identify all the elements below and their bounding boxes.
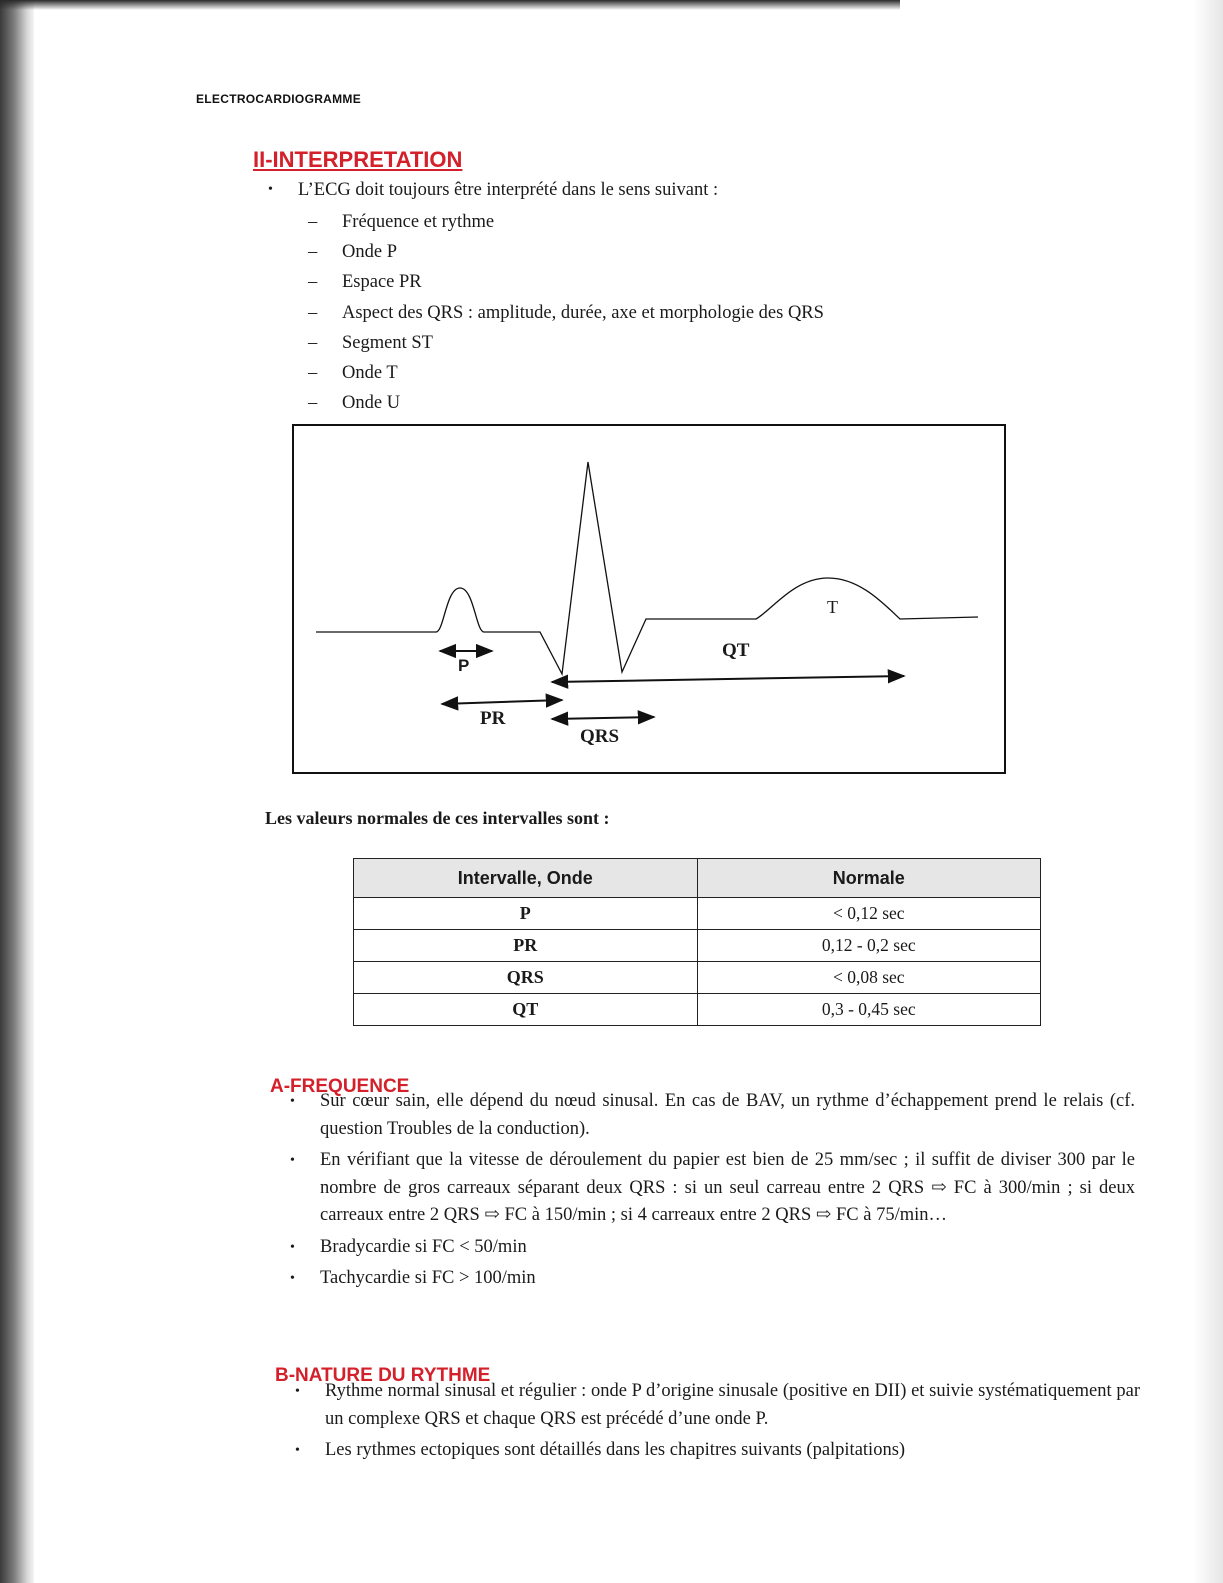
normal-value-cell: 0,3 - 0,45 sec (697, 994, 1041, 1026)
qrs-label: QRS (580, 726, 620, 747)
qt-interval-arrow (552, 676, 904, 682)
step-item: – Onde T (308, 358, 824, 388)
normal-value-cell: 0,12 - 0,2 sec (697, 930, 1041, 962)
list-item: • En vérifiant que la vitesse de déroulement du papier est bien de 25 mm/sec ; il suffit de diviser 300 par le nombre de gros carreaux séparant deux QRS : si un seul carreau entre 2 QRS ⇨ FC à 300/min ; si deux carreaux entre 2 QRS ⇨ FC à 150/min ; si 4 carreaux entre 2 QRS ⇨ FC à 75/min… (290, 1147, 1135, 1230)
table-row (354, 994, 1041, 1026)
list-item: • Les rythmes ectopiques sont détaillés dans les chapitres suivants (palpitations) (295, 1437, 1140, 1465)
table-header-row (354, 859, 1041, 898)
section-title-nature-rythme: B-NATURE DU RYTHME (275, 1365, 491, 1386)
ecg-waveform (316, 462, 978, 674)
section-title-frequence: A-FREQUENCE (270, 1076, 410, 1097)
list-item: • Bradycardie si FC < 50/min (290, 1234, 1135, 1262)
interval-cell: PR (354, 930, 698, 962)
intro-item: • L’ECG doit toujours être interprété dans le sens suivant : (268, 176, 718, 204)
column-header: Intervalle, Onde (354, 859, 698, 898)
interpretation-steps (308, 207, 824, 418)
table-row (354, 898, 1041, 930)
list-item: • Tachycardie si FC > 100/min (290, 1265, 1135, 1293)
step-item: – Fréquence et rythme (308, 207, 824, 237)
frequence-list (290, 1088, 1135, 1297)
scan-shadow-right (1193, 0, 1223, 1583)
step-item: – Aspect des QRS : amplitude, durée, axe et morphologie des QRS (308, 298, 824, 328)
scan-shadow-left (0, 0, 34, 1583)
section-title-interpretation: II-INTERPRETATION (253, 147, 463, 172)
step-item: – Segment ST (308, 328, 824, 358)
table-caption: Les valeurs normales de ces intervalles sont : (265, 808, 610, 828)
normal-value-cell: < 0,12 sec (697, 898, 1041, 930)
nature-rythme-list (295, 1378, 1140, 1469)
step-item: – Onde P (308, 237, 824, 267)
intro-list (268, 176, 718, 204)
interval-cell: QRS (354, 962, 698, 994)
step-item: – Espace PR (308, 267, 824, 297)
pr-interval-arrow (442, 700, 562, 704)
pr-label: PR (480, 708, 506, 729)
interval-cell: QT (354, 994, 698, 1026)
p-label: P (458, 656, 470, 675)
ecg-diagram (292, 424, 1006, 774)
qrs-interval-arrow (552, 717, 654, 719)
table-row (354, 930, 1041, 962)
running-header: ELECTROCARDIOGRAMME (196, 92, 362, 106)
list-item: • Sur cœur sain, elle dépend du nœud sinusal. En cas de BAV, un rythme d’échappement prend le relais (cf. question Troubles de la conduction). (290, 1088, 1135, 1143)
step-item: – Onde U (308, 388, 824, 418)
t-wave-label: T (827, 597, 838, 617)
normal-values-table (353, 858, 1041, 1026)
qt-label: QT (722, 640, 750, 661)
normal-value-cell: < 0,08 sec (697, 962, 1041, 994)
list-item: • Rythme normal sinusal et régulier : onde P d’origine sinusale (positive en DII) et suivie systématiquement par un complexe QRS et chaque QRS est précédé d’une onde P. (295, 1378, 1140, 1433)
table-row (354, 962, 1041, 994)
column-header: Normale (697, 859, 1041, 898)
scan-shadow-top (0, 0, 900, 10)
interval-cell: P (354, 898, 698, 930)
ecg-diagram-svg (294, 426, 1008, 776)
